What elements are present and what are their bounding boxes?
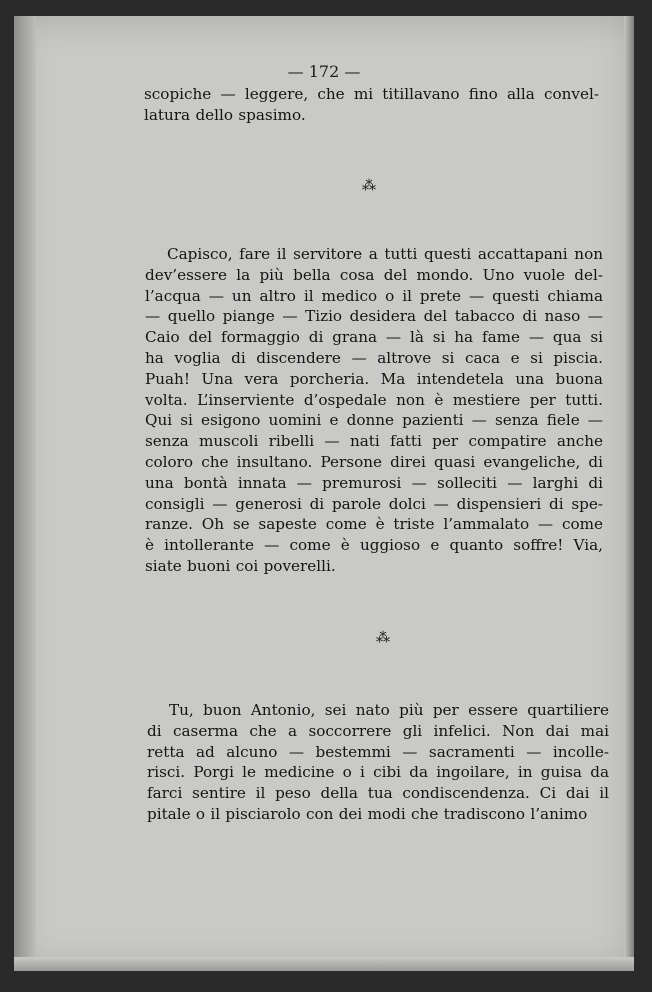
text-line: di caserma che a soccorrere gli infelici. Non dai mai (147, 721, 609, 740)
section-separator-2: ⁂ (376, 630, 390, 646)
text-line: volta. L’inserviente d’ospedale non è mestiere per tutti. (145, 390, 603, 409)
page-bottom-edge (14, 957, 634, 971)
text-line: siate buoni coi poverelli. (145, 556, 336, 575)
text-line: coloro che insultano. Persone direi quasi evangeliche, di (145, 452, 603, 471)
text-line: Tu, buon Antonio, sei nato più per essere quartiliere (169, 701, 609, 719)
text-line: risci. Porgi le medicine o i cibi da ingoilare, in guisa da (147, 763, 609, 782)
text-line: ranze. Oh se sapeste come è triste l’ammalato — come (145, 515, 603, 534)
paragraph-1 (144, 84, 599, 126)
text-line: è intollerante — come è uggioso e quanto soffre! Via, (145, 536, 603, 555)
text-line: dev’essere la più bella cosa del mondo. Uno vuole del- (145, 265, 603, 284)
text-line: l’acqua — un altro il medico o il prete — questi chiama (145, 286, 603, 305)
text-line: Capisco, fare il servitore a tutti questi accattapani non (167, 245, 603, 263)
page-edge (624, 16, 634, 971)
text-line: scopiche — leggere, che mi titillavano fino alla convel- (144, 85, 599, 103)
text-line: Qui si esigono uomini e donne pazienti — senza fiele — (145, 411, 603, 430)
text-line: pitale o il pisciarolo con dei modi che tradiscono l’animo (147, 804, 588, 823)
text-line: Puah! Una vera porcheria. Ma intendetela una buona (145, 369, 603, 388)
text-line: consigli — generosi di parole dolci — dispensieri di spe- (145, 494, 603, 513)
paragraph-3 (147, 700, 609, 825)
text-line: senza muscoli ribelli — nati fatti per compatire anche (145, 432, 603, 451)
paragraph-2 (145, 244, 603, 577)
text-line: Caio del formaggio di grana — là si ha fame — qua si (145, 328, 603, 347)
text-line: latura dello spasimo. (144, 105, 306, 124)
page-gutter-shadow (14, 16, 36, 971)
book-page (14, 16, 634, 971)
page-number: — 172 — (287, 62, 361, 81)
text-line: retta ad alcuno — bestemmi — sacramenti — incolle- (147, 742, 609, 761)
text-line: — quello piange — Tizio desidera del tabacco di naso — (145, 307, 603, 326)
text-line: farci sentire il peso della tua condiscendenza. Ci dai il (147, 784, 609, 803)
text-line: una bontà innata — premurosi — solleciti — larghi di (145, 473, 603, 492)
text-line: ha voglia di discendere — altrove si caca e si piscia. (145, 348, 603, 367)
section-separator-1: ⁂ (362, 178, 376, 194)
